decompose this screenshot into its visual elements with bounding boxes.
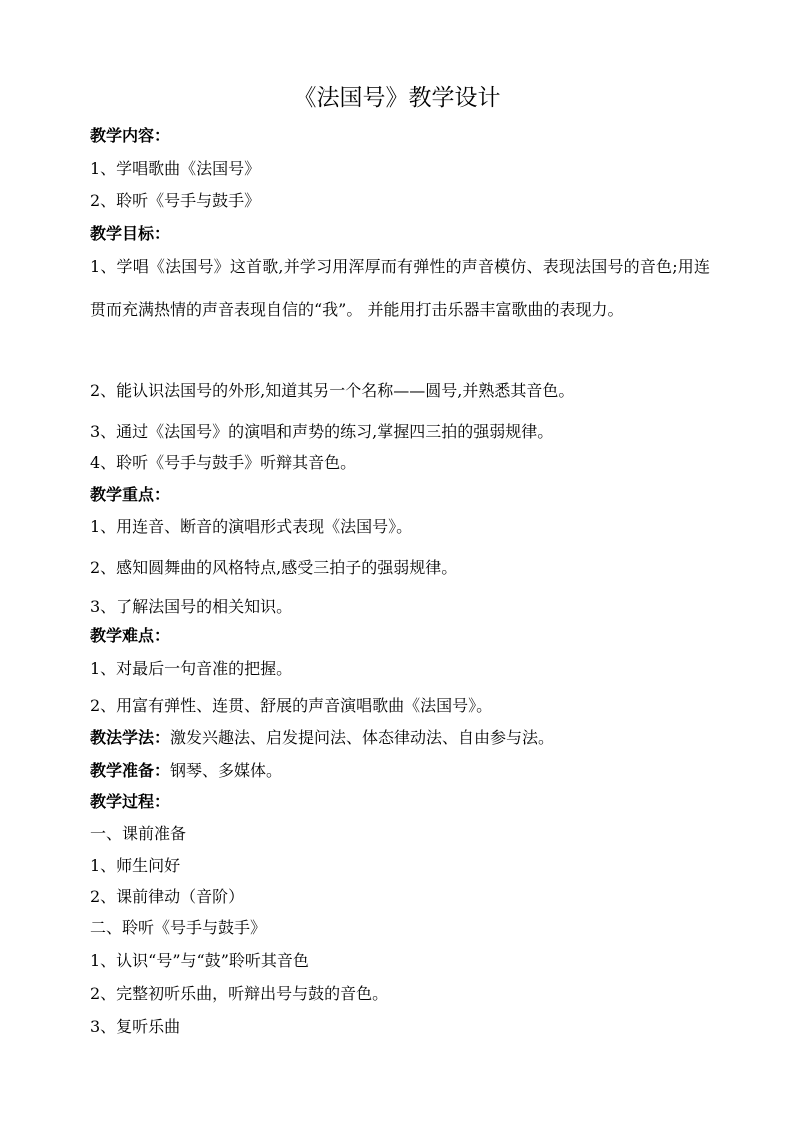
teaching-methods [90, 727, 710, 749]
key-point-2: 2、感知圆舞曲的风格特点,感受三拍子的强弱规律。 [90, 558, 458, 577]
process-item-1-2: 2、课前律动（音阶） [90, 887, 245, 906]
process-section-1: 一、课前准备 [90, 824, 187, 843]
goal-item-4: 4、聆听《号手与鼓手》听辩其音色。 [90, 453, 357, 472]
teaching-methods-label: 教法学法： [90, 728, 171, 747]
goal-item-2: 2、能认识法国号的外形,知道其另一个名称——圆号,并熟悉其音色。 [90, 381, 575, 400]
teaching-preparation-label: 教学准备： [90, 761, 171, 780]
teaching-preparation [90, 760, 710, 782]
key-point-3: 3、了解法国号的相关知识。 [90, 597, 293, 616]
heading-teaching-goals: 教学目标： [90, 224, 171, 243]
key-point-1: 1、用连音、断音的演唱形式表现《法国号》。 [90, 517, 413, 536]
heading-difficulties: 教学难点： [90, 626, 171, 645]
content-item-1: 1、学唱歌曲《法国号》 [90, 159, 261, 178]
heading-teaching-content: 教学内容： [90, 126, 171, 145]
goal-item-3: 3、通过《法国号》的演唱和声势的练习,掌握四三拍的强弱规律。 [90, 422, 554, 441]
document-title: 《法国号》教学设计 [293, 85, 501, 111]
process-item-2-3: 3、复听乐曲 [90, 1017, 181, 1036]
process-item-2-1: 1、认识“号”与“鼓”聆听其音色 [90, 951, 309, 970]
process-section-2: 二、聆听《号手与鼓手》 [90, 918, 267, 937]
teaching-methods-text: 激发兴趣法、启发提问法、体态律动法、自由参与法。 [170, 728, 555, 747]
heading-teaching-process: 教学过程： [90, 792, 171, 811]
difficulty-1: 1、对最后一句音准的把握。 [90, 659, 293, 678]
difficulty-2: 2、用富有弹性、连贯、舒展的声音演唱歌曲《法国号》。 [90, 696, 493, 715]
content-item-2: 2、聆听《号手与鼓手》 [90, 191, 261, 210]
heading-key-points: 教学重点： [90, 485, 171, 504]
process-item-1-1: 1、师生问好 [90, 856, 181, 875]
goal-item-1: 1、学唱《法国号》这首歌,并学习用浑厚而有弹性的声音模仿、表现法国号的音色;用连贯而充满热情的声音表现自信的“我”。 并能用打击乐器丰富歌曲的表现力。 [90, 257, 710, 319]
process-item-2-2: 2、完整初听乐曲，听辩出号与鼓的音色。 [90, 984, 389, 1003]
teaching-preparation-text: 钢琴、多媒体。 [170, 761, 283, 780]
